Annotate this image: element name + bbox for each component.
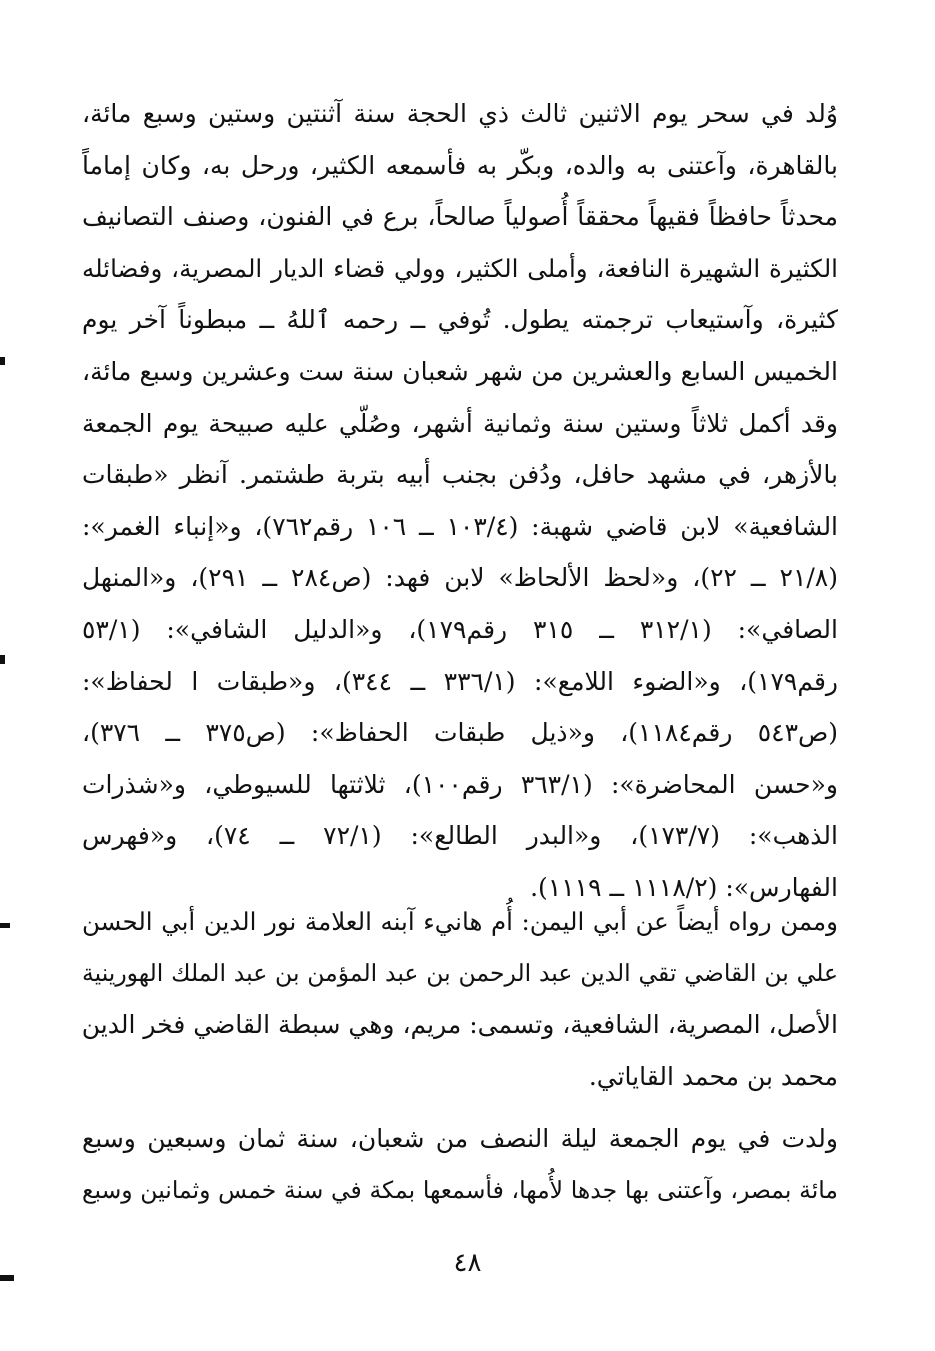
page-number: ٤٨ (453, 1248, 482, 1278)
text-line: بالأزهر، في مشهد حافل، ودُفن بجنب أبيه بتربة طشتمر. آنظر «طبقات (82, 460, 838, 490)
scan-edge-mark (0, 923, 10, 928)
paragraph-umm-hani (82, 896, 838, 1102)
scan-edge-mark (0, 655, 5, 664)
text-line: بالقاهرة، وآعتنى به والده، وبكّر به فأسمعه الكثير، ورحل به، وكان إماماً (82, 150, 838, 180)
text-line: الصافي»: (٣١٢/١ ــ ٣١٥ رقم١٧٩)، و«الدليل الشافي»: (٥٣/١ (82, 614, 838, 644)
paragraph-biography (82, 88, 838, 914)
text-line: كثيرة، وآستيعاب ترجمته يطول. تُوفي ــ رحمه ٱللهُ ــ مبطوناً آخر يوم (82, 305, 838, 335)
paragraph-birth (82, 1113, 838, 1216)
text-line: علي بن القاضي تقي الدين عبد الرحمن بن عبد المؤمن بن عبد الملك الهورينية (82, 958, 838, 987)
text-line: محدثاً حافظاً فقيهاً محققاً أُصولياً صالحاً، برع في الفنون، وصنف التصانيف (82, 202, 838, 232)
text-line: الخميس السابع والعشرين من شهر شعبان سنة ست وعشرين وسبع مائة، (82, 356, 838, 386)
text-line: الشافعية» لابن قاضي شهبة: (١٠٣/٤ ــ ١٠٦ رقم٧٦٢)، و«إنباء الغمر»: (82, 511, 838, 541)
text-line: الفهارس»: (١١١٨/٢ ــ ١١١٩). (530, 872, 838, 902)
text-line: (ص٥٤٣ رقم١١٨٤)، و«ذيل طبقات الحفاظ»: (ص٣٧٥ ــ ٣٧٦)، (82, 718, 838, 748)
text-line: و«حسن المحاضرة»: (٣٦٣/١ رقم١٠٠)، ثلاثتها للسيوطي، و«شذرات (82, 769, 838, 799)
text-line: وقد أكمل ثلاثاً وستين سنة وثمانية أشهر، وصُلّي عليه صبيحة يوم الجمعة (82, 408, 838, 438)
text-line: الأصل، المصرية، الشافعية، وتسمى: مريم، وهي سبطة القاضي فخر الدين (82, 1010, 838, 1040)
text-line: محمد بن محمد القاياتي. (588, 1061, 838, 1091)
text-line: رقم١٧٩)، و«الضوء اللامع»: (٣٣٦/١ ــ ٣٤٤)، و«طبقات ا لحفاظ»: (82, 666, 838, 696)
text-line: مائة بمصر، وآعتنى بها جدها لأُمها، فأسمعها بمكة في سنة خمس وثمانين وسبع (82, 1175, 838, 1204)
scan-edge-mark (0, 1275, 14, 1281)
text-line: الكثيرة الشهيرة النافعة، وأملى الكثير، وولي قضاء الديار المصرية، وفضائله (82, 253, 838, 283)
scan-edge-mark (0, 357, 5, 365)
text-line: ولدت في يوم الجمعة ليلة النصف من شعبان، سنة ثمان وسبعين وسبع (82, 1124, 838, 1153)
text-line: وُلد في سحر يوم الاثنين ثالث ذي الحجة سنة آثنتين وستين وسبع مائة، (82, 99, 838, 128)
text-line: الذهب»: (١٧٣/٧)، و«البدر الطالع»: (٧٢/١ ــ ٧٤)، و«فهرس (82, 821, 838, 851)
text-line: وممن رواه أيضاً عن أبي اليمن: أُم هانيء آبنه العلامة نور الدين أبي الحسن (82, 907, 838, 936)
text-line: (٢١/٨ ــ ٢٢)، و«لحظ الألحاظ» لابن فهد: (ص٢٨٤ ــ ٢٩١)، و«المنهل (82, 563, 838, 593)
